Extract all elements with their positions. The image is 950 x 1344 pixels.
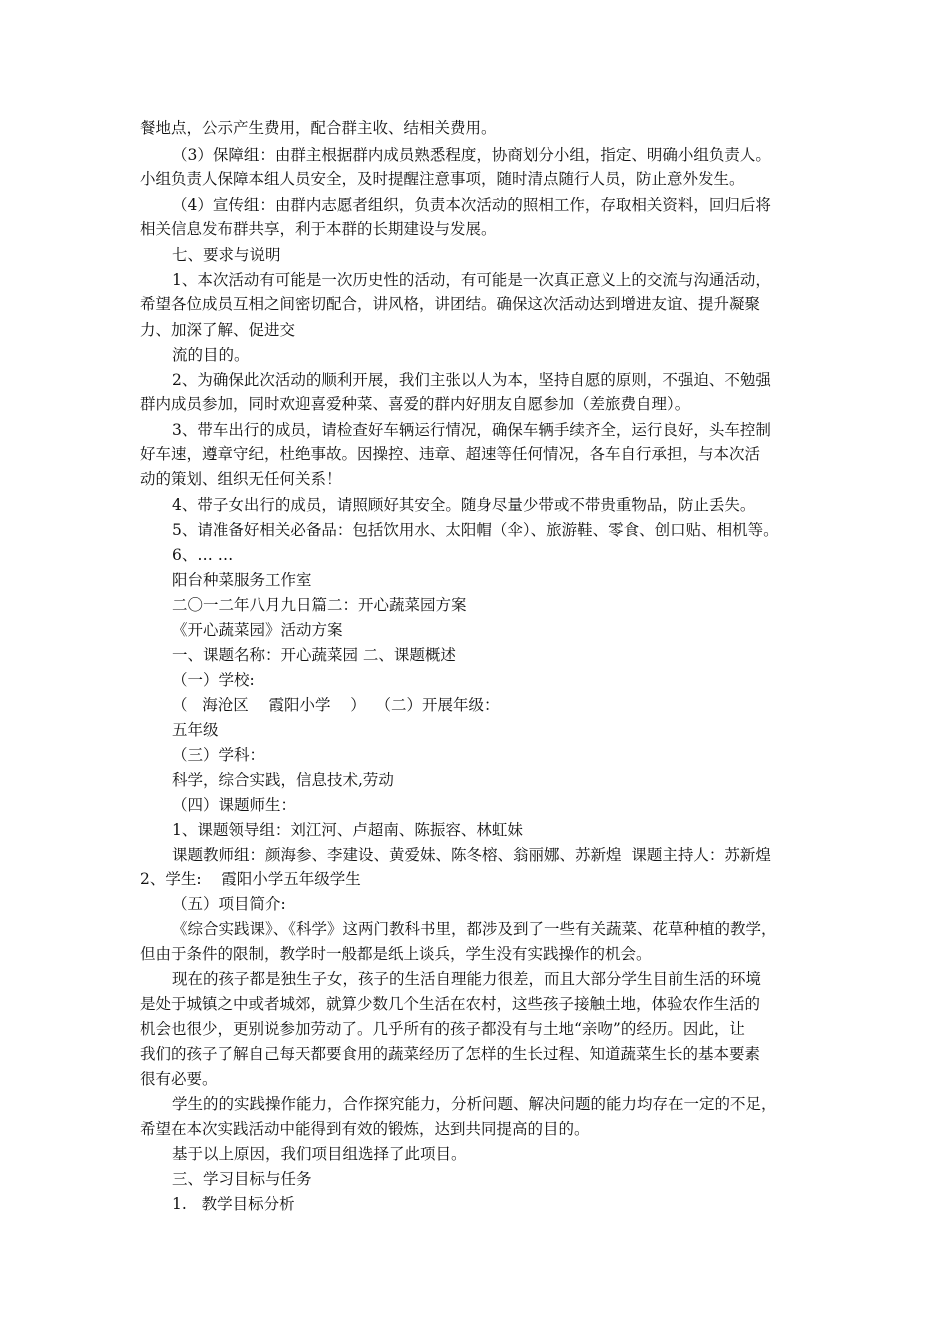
text-line: （五）项目简介: — [172, 895, 286, 913]
text-line: 动的策划、组织无任何关系！ — [140, 470, 342, 488]
text-line: （ 海沧区 霞阳小学 ） （二）开展年级： — [172, 696, 500, 714]
text-line: 小组负责人保障本组人员安全，及时提醒注意事项，随时清点随行人员，防止意外发生。 — [140, 170, 745, 188]
text-line: （3）保障组：由群主根据群内成员熟悉程度，协商划分小组，指定、明确小组负责人。 — [172, 146, 771, 164]
text-line: 课题教师组：颜海参、李建设、黄爱妹、陈冬榕、翁丽娜、苏新煌 课题主持人：苏新煌 — [172, 846, 771, 864]
subsection-heading: 1. 教学目标分析 — [172, 1195, 295, 1213]
text-line: 学生的的实践操作能力，合作探究能力，分析问题、解决问题的能力均存在一定的不足， — [172, 1095, 777, 1113]
text-line: （一）学校: — [172, 671, 255, 689]
text-line: （三）学科： — [172, 746, 266, 764]
text-line: 五年级 — [172, 721, 219, 739]
text-line: 群内成员参加，同时欢迎喜爱种菜、喜爱的群内好朋友自愿参加（差旅费自理）。 — [140, 395, 691, 413]
text-line: 流的目的。 — [172, 346, 250, 364]
text-line: 4、带子女出行的成员，请照顾好其安全。随身尽量少带或不带贵重物品，防止丢失。 — [172, 496, 756, 514]
section-heading: 三、学习目标与任务 — [172, 1170, 312, 1188]
text-line: 一、课题名称：开心蔬菜园 二、课题概述 — [172, 646, 456, 664]
text-line: 我们的孩子了解自己每天都要食用的蔬菜经历了怎样的生长过程、知道蔬菜生长的基本要素 — [140, 1045, 761, 1063]
text-line: 1、本次活动有可能是一次历史性的活动，有可能是一次真正意义上的交流与沟通活动， — [172, 271, 771, 289]
text-line: 相关信息发布群共享，利于本群的长期建设与发展。 — [140, 220, 497, 238]
text-line: 3、带车出行的成员，请检查好车辆运行情况，确保车辆手续齐全，运行良好，头车控制 — [172, 421, 771, 439]
text-line: 力、加深了解、促进交 — [140, 321, 296, 339]
text-line: 2、学生: 霞阳小学五年级学生 — [140, 870, 361, 888]
text-line: （4）宣传组：由群内志愿者组织，负责本次活动的照相工作，存取相关资料，回归后将 — [172, 196, 771, 214]
text-line: 5、请准备好相关必备品：包括饮用水、太阳帽（伞）、旅游鞋、零食、创口贴、相机等。 — [172, 521, 779, 539]
text-line: 很有必要。 — [140, 1070, 218, 1088]
document-title: 《开心蔬菜园》活动方案 — [172, 621, 343, 639]
text-line: 6、… … — [172, 546, 234, 564]
signature-date: 二〇一二年八月九日篇二：开心蔬菜园方案 — [172, 596, 467, 614]
text-line: 希望在本次实践活动中能得到有效的锻炼，达到共同提高的目的。 — [140, 1120, 590, 1138]
text-line: 现在的孩子都是独生子女，孩子的生活自理能力很差，而且大部分学生目前生活的环境 — [172, 970, 762, 988]
text-line: 餐地点，公示产生费用，配合群主收、结相关费用。 — [140, 119, 497, 137]
text-line: 是处于城镇之中或者城郊，就算少数几个生活在农村，这些孩子接触土地，体验农作生活的 — [140, 995, 761, 1013]
section-heading: 七、要求与说明 — [172, 246, 281, 264]
text-line: 希望各位成员互相之间密切配合，讲风格，讲团结。确保这次活动达到增进友谊、提升凝聚 — [140, 295, 761, 313]
text-line: 科学，综合实践，信息技术,劳动 — [172, 771, 394, 789]
text-line: 《综合实践课》、《科学》这两门教科书里，都涉及到了一些有关蔬菜、花草种植的教学， — [172, 920, 777, 938]
signature-org: 阳台种菜服务工作室 — [172, 571, 312, 589]
text-line: 基于以上原因，我们项目组选择了此项目。 — [172, 1145, 467, 1163]
text-line: 好车速，遵章守纪，杜绝事故。因操控、违章、超速等任何情况，各车自行承担，与本次活 — [140, 445, 761, 463]
text-line: （四）课题师生： — [172, 796, 297, 814]
text-line: 2、为确保此次活动的顺利开展，我们主张以人为本，坚持自愿的原则，不强迫、不勉强 — [172, 371, 771, 389]
text-line: 1、课题领导组：刘江河、卢超南、陈振容、林虹妹 — [172, 821, 523, 839]
text-line: 机会也很少，更别说参加劳动了。几乎所有的孩子都没有与土地“亲吻”的经历。因此，让 — [140, 1020, 745, 1038]
text-line: 但由于条件的限制，教学时一般都是纸上谈兵，学生没有实践操作的机会。 — [140, 945, 652, 963]
